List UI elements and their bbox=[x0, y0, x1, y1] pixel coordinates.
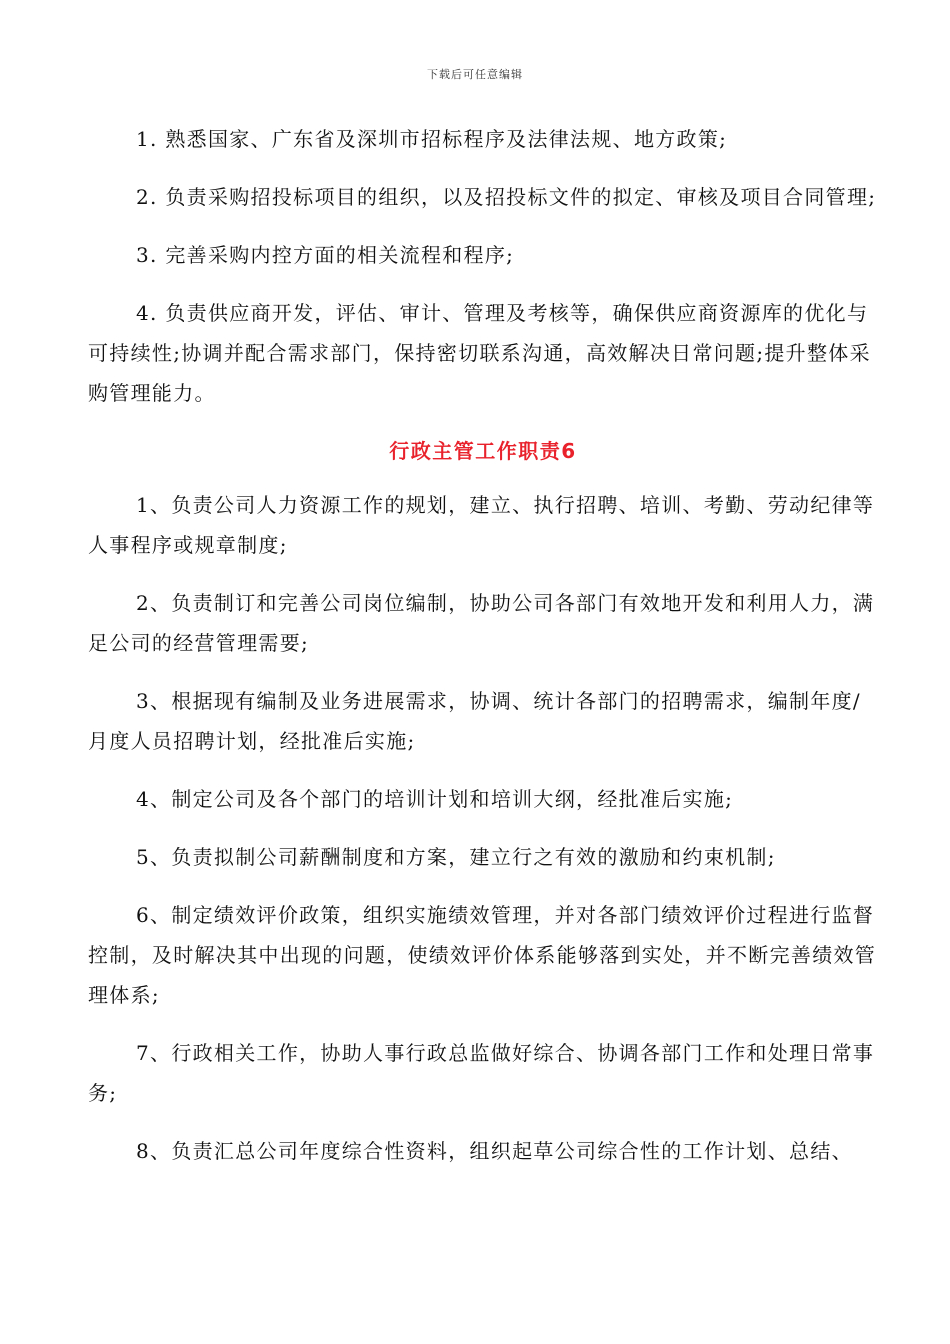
list-item: 4、制定公司及各个部门的培训计划和培训大纲，经批准后实施; bbox=[136, 787, 734, 811]
list-item: 6、制定绩效评价政策，组织实施绩效管理，并对各部门绩效评价过程进行监督控制，及时解决其中出现的问题，使绩效评价体系能够落到实处，并不断完善绩效管理体系; bbox=[88, 903, 877, 1007]
header-note: 下载后可任意编辑 bbox=[427, 68, 523, 81]
list-item: 1、负责公司人力资源工作的规划，建立、执行招聘、培训、考勤、劳动纪律等人事程序或规章制度; bbox=[88, 493, 875, 557]
list-item: 8、负责汇总公司年度综合性资料，组织起草公司综合性的工作计划、总结、 bbox=[136, 1139, 853, 1163]
list-item: 7、行政相关工作，协助人事行政总监做好综合、协调各部门工作和处理日常事务; bbox=[88, 1041, 875, 1105]
list-item: 2. 负责采购招投标项目的组织，以及招投标文件的拟定、审核及项目合同管理; bbox=[136, 185, 877, 209]
list-item: 2、负责制订和完善公司岗位编制，协助公司各部门有效地开发和利用人力，满足公司的经营管理需要; bbox=[88, 591, 875, 655]
list-item: 3、根据现有编制及业务进展需求，协调、统计各部门的招聘需求，编制年度/月度人员招聘计划，经批准后实施; bbox=[88, 689, 861, 753]
list-item: 1. 熟悉国家、广东省及深圳市招标程序及法律法规、地方政策; bbox=[136, 127, 728, 151]
list-item: 3. 完善采购内控方面的相关流程和程序; bbox=[136, 243, 515, 267]
section-heading: 行政主管工作职责6 bbox=[389, 439, 577, 463]
list-item: 4. 负责供应商开发，评估、审计、管理及考核等，确保供应商资源库的优化与可持续性;协调并配合需求部门，保持密切联系沟通，高效解决日常问题;提升整体采购管理能力。 bbox=[88, 301, 871, 405]
list-item: 5、负责拟制公司薪酬制度和方案，建立行之有效的激励和约束机制; bbox=[136, 845, 776, 869]
document-body bbox=[88, 119, 878, 1189]
